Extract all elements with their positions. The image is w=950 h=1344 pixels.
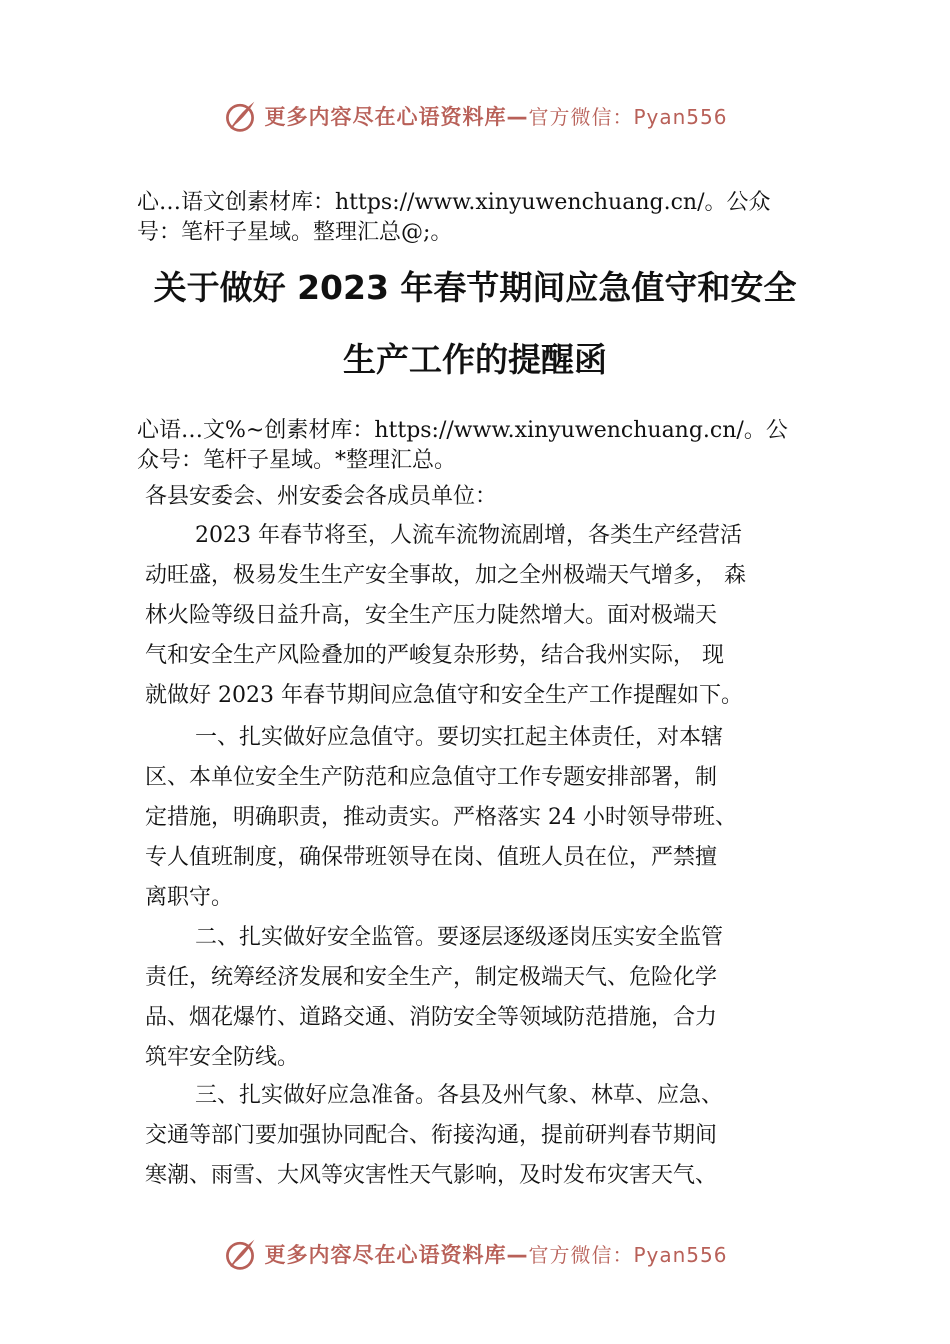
footer-banner [0,1232,950,1276]
banner-library-text: 更多内容尽在心语资料库— [264,105,529,129]
paragraph-line: 专人值班制度，确保带班领导在岗、值班人员在位，严禁擅 [145,845,718,870]
quill-logo-icon [222,1236,258,1272]
paragraph-line: 气和安全生产风险叠加的严峻复杂形势，结合我州实际， 现 [145,643,724,668]
paragraph-line: 一、扎实做好应急值守。要切实扛起主体责任，对本辖 [195,725,724,750]
watermark-line-1: 心…语文创素材库：https://www.xinyuwenchuang.cn/。公众 [137,190,771,215]
paragraph-line: 寒潮、雨雪、大风等灾害性天气影响，及时发布灾害天气、 [145,1163,718,1188]
banner-library-text: 更多内容尽在心语资料库— [264,1243,529,1267]
paragraph-line: 筑牢安全防线。 [145,1045,300,1070]
paragraph-line: 就做好 2023 年春节期间应急值守和安全生产工作提醒如下。 [145,683,743,708]
paragraph-line: 林火险等级日益升高，安全生产压力陡然增大。面对极端天 [145,603,718,628]
banner-text [264,1239,727,1269]
header-banner [0,94,950,138]
paragraph-line: 交通等部门要加强协同配合、衔接沟通，提前研判春节期间 [145,1123,718,1148]
paragraph-line: 三、扎实做好应急准备。各县及州气象、林草、应急、 [195,1083,724,1108]
document-title-line-2: 生产工作的提醒函 [343,340,607,379]
banner-wechat-text: 官方微信：Pyan556 [528,105,728,129]
watermark-line-4: 众号：笔杆子星域。*整理汇总。 [137,448,457,473]
salutation: 各县安委会、州安委会各成员单位： [145,484,498,509]
banner-text [264,101,727,131]
paragraph-line: 责任，统筹经济发展和安全生产，制定极端天气、危险化学 [145,965,718,990]
paragraph-line: 离职守。 [145,885,234,910]
paragraph-line: 品、烟花爆竹、道路交通、消防安全等领域防范措施，合力 [145,1005,718,1030]
paragraph-line: 二、扎实做好安全监管。要逐层逐级逐岗压实安全监管 [195,925,724,950]
paragraph-line: 定措施，明确职责，推动责实。严格落实 24 小时领导带班、 [145,805,737,830]
watermark-line-3: 心语…文%~创素材库：https://www.xinyuwenchuang.cn/。公 [137,418,788,443]
document-title-line-1: 关于做好 2023 年春节期间应急值守和安全 [153,268,797,307]
paragraph-line: 2023 年春节将至，人流车流物流剧增，各类生产经营活 [195,523,742,548]
watermark-line-2: 号：笔杆子星域。整理汇总@;。 [137,220,453,245]
paragraph-line: 动旺盛，极易发生生产安全事故，加之全州极端天气增多， 森 [145,563,746,588]
banner-wechat-text: 官方微信：Pyan556 [528,1243,728,1267]
paragraph-line: 区、本单位安全生产防范和应急值守工作专题安排部署，制 [145,765,718,790]
quill-logo-icon [222,98,258,134]
